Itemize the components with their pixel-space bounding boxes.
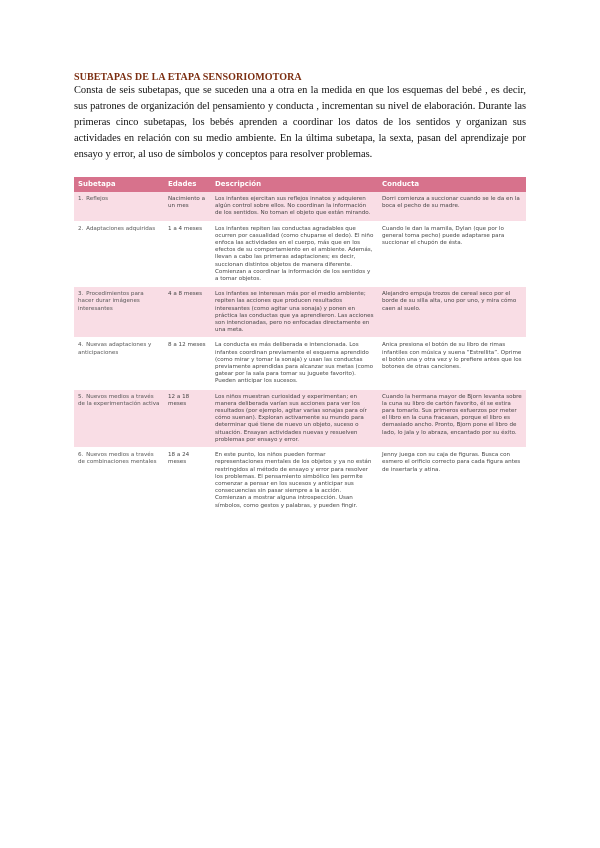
description-cell: En este punto, los niños pueden formar representaciones mentales de los objetos y ya no están restringidos al método de ensayo y error para resolver los problemas. El pensamiento simbólico les permite comenzar a pensar en los sucesos y anticipar sus consecuencias sin pasar siempre a la acción. Comienzan a mostrar alguna introspección. Usan símbolos, como gestos y palabras, y pueden fingir. bbox=[211, 448, 378, 514]
table-row bbox=[74, 221, 526, 287]
stage-cell bbox=[74, 338, 164, 389]
age-cell: 4 a 8 meses bbox=[164, 287, 211, 338]
behavior-cell: Jenny juega con su caja de figuras. Busca con esmero el orificio correcto para cada figura antes de insertarla y atina. bbox=[378, 448, 526, 514]
header-edades: Edades bbox=[164, 177, 211, 192]
header-descripcion: Descripción bbox=[211, 177, 378, 192]
description-cell: Los infantes ejercitan sus reflejos innatos y adquieren algún control sobre ellos. No coordinan la información de los sentidos. No toman el objeto que están mirando. bbox=[211, 192, 378, 221]
table-row bbox=[74, 338, 526, 389]
stage-cell bbox=[74, 221, 164, 287]
age-cell: 1 a 4 meses bbox=[164, 221, 211, 287]
behavior-cell: Anica presiona el botón de su libro de rimas infantiles con música y suena “Estrellita”. Oprime el botón una y otra vez y lo prefiere antes que los botones de otras canciones. bbox=[378, 338, 526, 389]
stage-name: Adaptaciones adquiridas bbox=[86, 225, 156, 232]
age-cell: 18 a 24 meses bbox=[164, 448, 211, 514]
stage-number: 6. bbox=[78, 452, 84, 459]
section-title: SUBETAPAS DE LA ETAPA SENSORIOMOTORA bbox=[74, 72, 302, 83]
stage-name: Procedimientos para hacer durar imágenes interesantes bbox=[78, 291, 144, 312]
stage-number: 5. bbox=[78, 393, 84, 400]
table-row bbox=[74, 448, 526, 514]
stage-cell bbox=[74, 287, 164, 338]
stage-number: 3. bbox=[78, 291, 84, 298]
description-cell: Los infantes se interesan más por el medio ambiente; repiten las acciones que producen resultados interesantes (como agitar una sonaja) y ponen en práctica las conductas que ya aprendieron. Las acciones son intencionadas, pero no enfocadas directamente en una meta. bbox=[211, 287, 378, 338]
description-cell: Los niños muestran curiosidad y experimentan; en manera deliberada varían sus acciones para ver los resultados (por ejemplo, agitar varias sonajas para oír cómo suenan). Exploran activamente su mundo para determinar qué tiene de nuevo un objeto, suceso o situación. Ensayan actividades nuevas y resuelven problemas por ensayo y error. bbox=[211, 389, 378, 447]
stage-name: Nuevos medios a través de la experimentación activa bbox=[78, 393, 160, 407]
behavior-cell: Dorri comienza a succionar cuando se le da en la boca el pecho de su madre. bbox=[378, 192, 526, 221]
stage-number: 1. bbox=[78, 196, 84, 202]
stage-cell bbox=[74, 389, 164, 447]
table-header-row bbox=[74, 177, 526, 192]
stage-cell bbox=[74, 448, 164, 514]
age-cell: Nacimiento a un mes bbox=[164, 192, 211, 221]
table-row bbox=[74, 287, 526, 338]
intro-paragraph: Consta de seis subetapas, que se suceden una a otra en la medida en que los esquemas del bebé , es decir, sus patrones de organización del pensamiento y conducta , incrementan su nivel de elaboración. Durante las primeras cinco subetapas, los bebés aprenden a coordinar los datos de los sentidos y organizan sus actividades en relación con su medio ambiente. En la última subetapa, la sexta, pasan del aprendizaje por ensayo y error, al uso de símbolos y conceptos para resolver problemas. bbox=[74, 85, 526, 160]
description-cell: La conducta es más deliberada e intencionada. Los infantes coordinan previamente el esquema aprendido (como mirar y tomar la sonaja) y usan las conductas previamente aprendidas para alcanzar sus metas (como gatear por la sala para tomar su juguete favorito). Pueden anticipar los sucesos. bbox=[211, 338, 378, 389]
header-subetapa: Subetapa bbox=[74, 177, 164, 192]
table-row bbox=[74, 192, 526, 221]
table-row bbox=[74, 389, 526, 447]
stage-name: Reflejos bbox=[86, 196, 109, 202]
age-cell: 12 a 18 meses bbox=[164, 389, 211, 447]
stage-number: 4. bbox=[78, 342, 84, 349]
substages-table bbox=[74, 177, 526, 514]
stage-name: Nuevos medios a través de combinaciones mentales bbox=[78, 452, 157, 466]
stage-name: Nuevas adaptaciones y anticipaciones bbox=[78, 342, 152, 356]
description-cell: Los infantes repiten las conductas agradables que ocurren por casualidad (como chuparse el dedo). El niño enfoca las actividades en el cuerpo, más que en los efectos de su comportamiento en el ambiente. Además, llevan a cabo las primeras adaptaciones; es decir, succionan distintos objetos de manera diferente. Comienzan a coordinar la información de los sentidos y a tomar objetos. bbox=[211, 221, 378, 287]
stage-number: 2. bbox=[78, 225, 84, 232]
behavior-cell: Cuando le dan la mamila, Dylan (que por lo general toma pecho) puede adaptarse para succionar el chupón de ésta. bbox=[378, 221, 526, 287]
stage-cell bbox=[74, 192, 164, 221]
age-cell: 8 a 12 meses bbox=[164, 338, 211, 389]
header-conducta: Conducta bbox=[378, 177, 526, 192]
behavior-cell: Alejandro empuja trozos de cereal seco por el borde de su silla alta, uno por uno, y mira cómo caen al suelo. bbox=[378, 287, 526, 338]
behavior-cell: Cuando la hermana mayor de Bjorn levanta sobre la cuna su libro de cartón favorito, él se estira para tomarlo. Sus primeros esfuerzos por meter el libro en la cuna fracasan, porque el libro es demasiado ancho. Pronto, Bjorn pone el libro de lado, lo jala y lo abraza, encantado por su éxito. bbox=[378, 389, 526, 447]
